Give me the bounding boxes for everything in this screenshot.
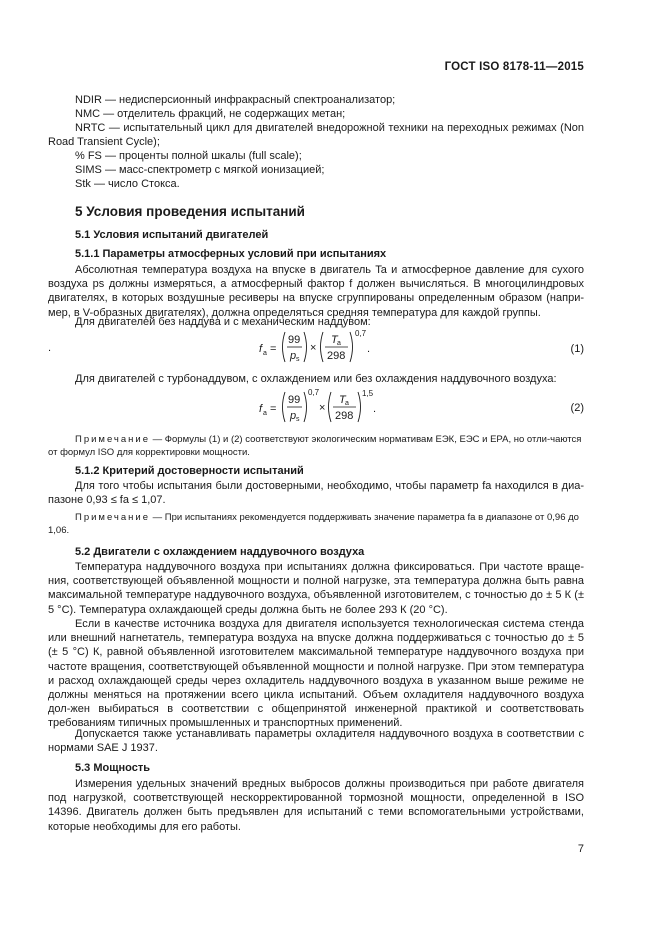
note-range-text: При испытаниях рекомендуется поддерживать значение параметра fa в диапазоне от 0,96 до 1,06. — [48, 512, 579, 536]
formula-2-den1-sub: s — [296, 416, 300, 423]
formula-1-num2: T — [331, 334, 338, 346]
svg-text:×: × — [310, 342, 317, 354]
formula-1-den2: 298 — [327, 350, 346, 362]
formula-1-exp: 0,7 — [355, 329, 367, 338]
svg-text:.: . — [367, 343, 371, 355]
section-5-2-para-2: Если в качестве источника воздуха для двигателя используется технологическая система стенда или внешний нагнетатель, температура воздуха на впуске должна поддерживаться с точностью до ± 5 (± 5 °С) К, равной объявленной изготовителем максимальной температуре наддувочного воздуха при частоте вращения, соответствующей объявленной мощности и полной нагрузке. При этом температура и расход охлаждающей среды через охладитель наддувочного воздуха в указанном выше режиме не должны меняться на протяжении всего цикла испытаний. Объем охладителя наддувочного воздуха дол-жен выбираться в соответствии с общепринятой инженерной практикой и соответствовать требованиям типичных промышленных и транспортных применений. — [48, 618, 584, 730]
note-range-dash: — — [152, 512, 163, 523]
abbrev-ndir: NDIR — недисперсионный инфракрасный спектроанализатор; — [75, 94, 396, 106]
formula-1-den1-sub: s — [296, 356, 300, 363]
document-header: ГОСТ ISO 8178-11—2015 — [444, 61, 584, 73]
abbrev-fs: % FS — проценты полной шкалы (full scale); — [75, 150, 302, 162]
formula-1-den1: p — [290, 350, 297, 362]
page-number: 7 — [577, 843, 584, 855]
formula-1-num1: 99 — [288, 334, 301, 346]
section-5-1-heading: 5.1 Условия испытаний двигателей — [75, 229, 269, 241]
svg-text:×: × — [319, 402, 326, 414]
formula-2-den2: 298 — [335, 410, 354, 422]
section-5-1-2-para: Для того чтобы испытания были достоверными, необходимо, чтобы параметр fa находился в диа-пазоне 0,93 ≤ fa ≤ 1,07. — [48, 480, 584, 507]
abbrev-nrtc: NRTC — испытательный цикл для двигателей внедорожной техники на переходных режимах (Non Road Transient Cycle); — [48, 122, 584, 149]
section-5-1-2-heading: 5.1.2 Критерий достоверности испытаний — [75, 465, 304, 477]
note-formulas-label: Примечание — [75, 434, 150, 445]
section-5-heading: 5 Условия проведения испытаний — [75, 204, 305, 219]
formula-2-lhs: f — [259, 403, 263, 415]
svg-text:=: = — [270, 403, 277, 415]
note-range-label: Примечание — [75, 512, 150, 523]
formula-1-lhs: f — [259, 343, 263, 355]
formula-1-label: (1) — [570, 343, 584, 355]
formula-2-label: (2) — [570, 402, 584, 414]
section-5-1-1-heading: 5.1.1 Параметры атмосферных условий при испытаниях — [75, 248, 387, 260]
section-5-1-1-para-3: Для двигателей с турбонаддувом, с охлаждением или без охлаждения наддувочного воздуха: — [75, 373, 557, 385]
formula-1 — [255, 328, 385, 366]
formula-2-num2: T — [339, 394, 346, 406]
svg-text:=: = — [270, 343, 277, 355]
formula-2-den1: p — [290, 410, 297, 422]
section-5-1-1-para-2: Для двигателей без наддува и с механическим наддувом: — [75, 316, 371, 328]
stray-dot: . — [48, 342, 52, 354]
formula-2-lhs-sub: a — [263, 410, 267, 417]
section-5-2-para-1: Температура наддувочного воздуха при испытаниях должна фиксироваться. При частоте враще-ния, соответствующей объявленной мощности и полной нагрузке, эта температура должна быть равна максимальной температуре наддувочного воздуха, объявленной изготовителем, с точностью до ± 5 К (± 5 °С). Температура охлаждающей среды должна быть не более 293 К (20 °С). — [48, 561, 584, 616]
formula-1-lhs-sub: a — [263, 350, 267, 357]
note-formulas — [48, 434, 584, 459]
svg-text:.: . — [373, 403, 377, 415]
formula-2-num2-sub: a — [345, 400, 349, 407]
formula-2-exp2: 1,5 — [362, 389, 374, 398]
note-formulas-text: Формулы (1) и (2) соответствуют экологическим нормативам ЕЭК, ЕЭС и ЕРА, но отли-чаются от формул ISO для корректировки мощности. — [48, 434, 582, 458]
abbrev-sims: SIMS — масс-спектрометр с мягкой ионизацией; — [75, 164, 325, 176]
formula-1-num2-sub: a — [337, 340, 341, 347]
formula-2 — [255, 386, 385, 426]
section-5-1-1-para-1: Абсолютная температура воздуха на впуске в двигатель Ta и атмосферное давление для сухого воздуха ps должны измеряться, а атмосферный фактор f должен вычисляться. В многоцилиндровых двигателях, в которых воздушные ресиверы на впуске сгруппированы определенным образом (напри-мер, в V-образных двигателях), должна определяться средняя температура для каждой группы. — [48, 264, 584, 319]
abbrev-nmc: NMC — отделитель фракций, не содержащих метан; — [75, 108, 346, 120]
section-5-3-para: Измерения удельных значений вредных выбросов должны производиться при работе двигателя под нагрузкой, соответствующей нескорректированной тормозной мощности, определенной в ISO 14396. Двигатель должен быть предъявлен для испытаний с теми вспомогательными устройствами, которые необходимы для его работы. — [48, 778, 584, 833]
note-range — [48, 512, 584, 537]
section-5-2-para-3: Допускается также устанавливать параметры охладителя наддувочного воздуха в соответствии с нормами SAE J 1937. — [48, 728, 584, 755]
formula-2-num1: 99 — [288, 394, 301, 406]
note-formulas-dash: — — [152, 434, 163, 445]
abbrev-stk: Stk — число Стокса. — [75, 178, 180, 190]
formula-2-exp1: 0,7 — [308, 388, 320, 397]
section-5-3-heading: 5.3 Мощность — [75, 762, 150, 774]
section-5-2-heading: 5.2 Двигатели с охлаждением наддувочного воздуха — [75, 546, 365, 558]
